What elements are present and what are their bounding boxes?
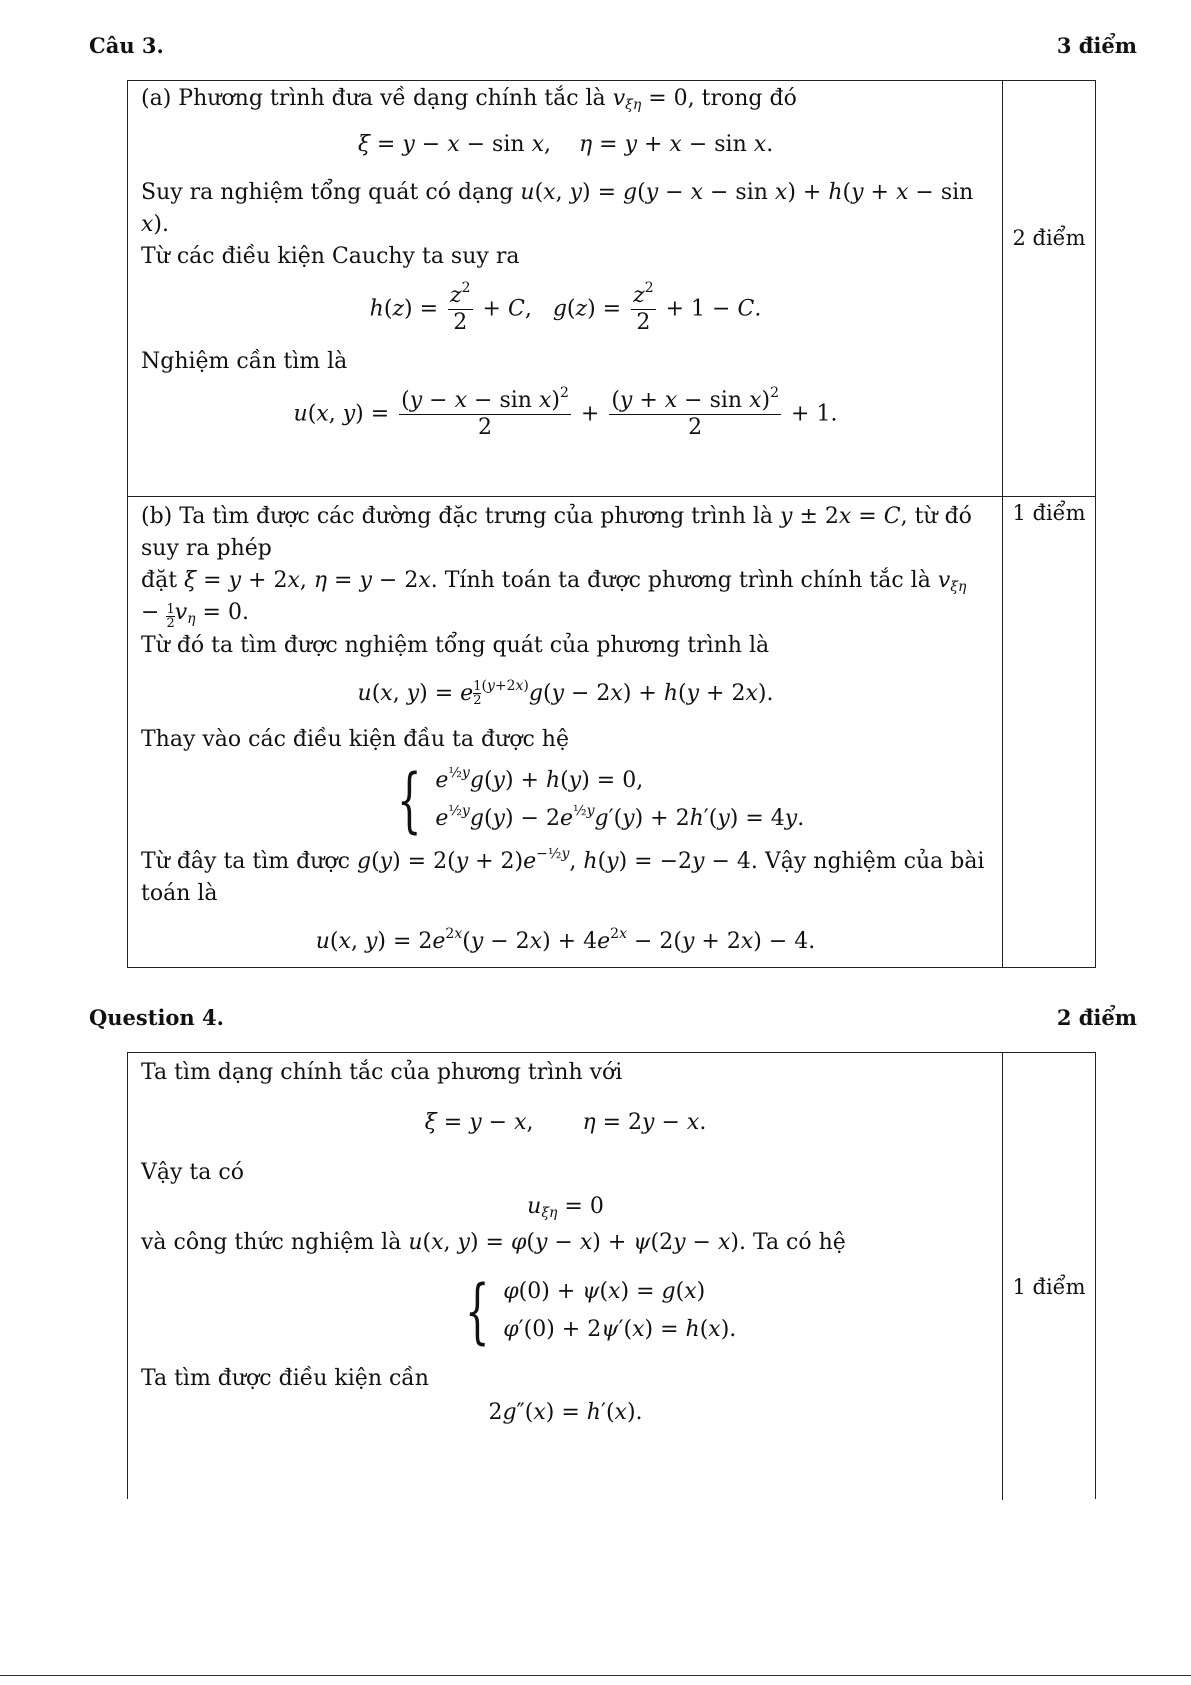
part-b-row [128, 496, 1095, 967]
xi-eta-definition: ξ = y − x − sin x, η = y + x − sin x. [357, 132, 774, 157]
part-b-content [128, 497, 1003, 967]
cauchy-line: Từ các điều kiện Cauchy ta suy ra [141, 244, 520, 269]
q4-condition-label: Ta tìm được điều kiện cần [141, 1366, 429, 1391]
question-4-header [89, 1005, 1137, 1030]
question-4-content [128, 1053, 1003, 1500]
q4-canonical: $u_{\xi\eta} = 0$ [527, 1194, 604, 1222]
general-solution-line: Suy ra nghiệm tổng quát có dạng u(x, y) = g(y − x − sin x) + h(y + x − sin x). [141, 180, 974, 237]
h-g-functions: h(z) = $\frac{z^2}{2}$ + C, g(z) = $\frac{z^2}{2}$ + 1 − C. [369, 280, 762, 335]
part-b-final-solution: u(x, $y) = 2e^{2x}(y - 2x) + 4e^{2x} - 2(y + 2x) - 4$. [315, 925, 816, 954]
question-4-title: Question 4. [89, 1005, 224, 1030]
question-3-answer-table [127, 80, 1096, 968]
question-4-score: 1 điểm [1012, 1275, 1086, 1299]
part-a-solution: u(x, y) = $\frac{(y - x - \sin x)^2}{2}$ + $\frac{(y + x - \sin x)^2}{2}$ + 1. [293, 385, 838, 440]
part-b-line3: Từ đó ta tìm được nghiệm tổng quát của phương trình là [141, 632, 770, 658]
q4-so-we-have: Vậy ta có [141, 1160, 244, 1185]
part-b-score: 1 điểm [1012, 501, 1086, 525]
question-3-title: Câu 3. [89, 33, 164, 58]
part-b-general-solution: u(x, y) = e $^{\frac{1}{2} (y+2x)}$g(y − 2x) + h(y + 2x). [357, 677, 774, 708]
solution-label: Nghiệm cần tìm là [141, 349, 348, 374]
question-3-points: 3 điểm [1056, 33, 1137, 58]
part-a-row [128, 81, 1095, 496]
part-b-line1: (b) Ta tìm được các đường đặc trưng của phương trình là y ± 2x = C, từ đó suy ra phép [141, 504, 972, 561]
part-a-score: 2 điểm [1012, 226, 1086, 250]
q4-formula-line: và công thức nghiệm là u(x, y) = φ(y − x) + ψ(2y − x). Ta có hệ [141, 1230, 846, 1255]
system-label: Thay vào các điều kiện đầu ta được hệ [141, 726, 569, 752]
part-a-content [128, 81, 1003, 496]
q4-system: { φ(0) + ψ(x) = g(x) φ′(0) + 2ψ′(x) = h(x). [464, 1270, 737, 1352]
q4-condition: 2g″(x) = h′(x). [488, 1400, 643, 1425]
page-bottom-rule [0, 1675, 1191, 1676]
part-a-intro: (a) Phương trình đưa về dạng chính tắc là $v_{\xi\eta} = 0$, trong đó [141, 86, 797, 114]
q4-xi-eta: ξ = y − x, η = 2y − x. [424, 1110, 707, 1135]
question-4-answer-table [127, 1052, 1096, 1499]
question-4-row [128, 1053, 1095, 1500]
question-3-header [89, 33, 1137, 58]
part-b-system: { $e^{\frac{1}{2}y}g(y) + h(y) = 0$, $e^{\frac{1}{2}y}g(y) - 2e^{\frac{1}{2}y}g'(y) + 2h'(y) = 4y$. [396, 758, 805, 841]
question-4-points: 2 điểm [1056, 1005, 1137, 1030]
q4-intro: Ta tìm dạng chính tắc của phương trình với [141, 1060, 623, 1085]
part-b-found-line: Từ đây ta tìm được $g(y) = 2(y + 2)e^{-\frac{1}{2}y}$, h(y) = −2y − 4. Vậy nghiệm của bài toán là [141, 845, 985, 906]
part-b-line2: đặt ξ = y + 2x, η = y − 2x. Tính toán ta được phương trình chính tắc là $v_{\xi\eta}$ − $\frac{1}{2}$ $v_\eta = 0$. [141, 568, 967, 631]
